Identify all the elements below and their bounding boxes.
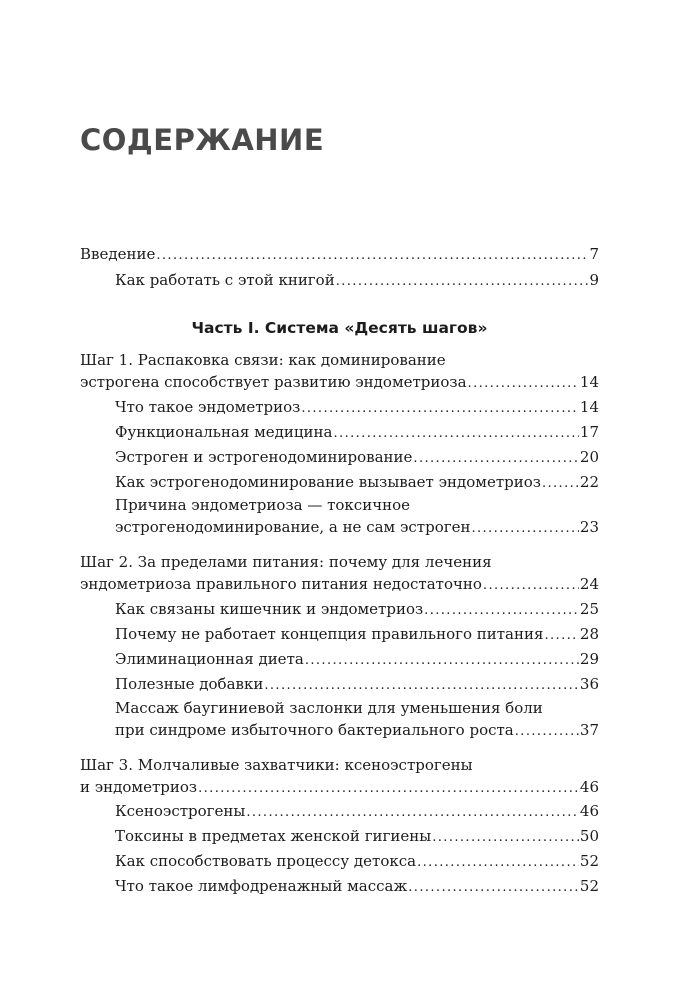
dot-leader — [424, 600, 579, 622]
dot-leader — [301, 398, 579, 420]
toc-entry-page: 28 — [579, 625, 599, 643]
toc-entry-step-2-sub-1[interactable] — [115, 598, 599, 622]
toc-entry-page: 46 — [579, 778, 599, 796]
toc-entry-title-line: Причина эндометриоза — токсичное — [115, 496, 411, 514]
part-heading: Часть I. Система «Десять шагов» — [191, 319, 488, 337]
dot-leader — [515, 721, 579, 743]
dot-leader — [156, 245, 588, 267]
toc-entry-title: Функциональная медицина — [115, 423, 333, 441]
toc-entry-intro[interactable] — [80, 243, 599, 267]
toc-entry-page: 9 — [589, 271, 599, 289]
dot-leader — [413, 448, 579, 470]
toc-entry-step-3-sub-2[interactable] — [115, 825, 599, 849]
toc-entry-title: Что такое эндометриоз — [115, 398, 301, 416]
page-title: СОДЕРЖАНИЕ — [80, 123, 325, 157]
toc-entry-step-2-sub-4[interactable] — [115, 673, 599, 697]
dot-leader — [305, 650, 579, 672]
toc-entry-page: 36 — [579, 675, 599, 693]
dot-leader — [468, 373, 579, 395]
dot-leader — [417, 852, 579, 874]
toc-entry-step-2-sub-3[interactable] — [115, 648, 599, 672]
toc-entry-step-1-sub-5[interactable] — [115, 494, 599, 540]
dot-leader — [542, 473, 579, 495]
toc-entry-step-2-sub-5[interactable] — [115, 697, 599, 743]
toc-entry-page: 7 — [589, 245, 599, 263]
toc-entry-title: Что такое лимфодренажный массаж — [115, 877, 408, 895]
toc-entry-title-line: Массаж баугиниевой заслонки для уменьшения боли — [115, 699, 543, 717]
toc-entry-page: 14 — [579, 398, 599, 416]
toc-entry-step-2[interactable] — [80, 551, 599, 597]
toc-entry-step-3[interactable] — [80, 754, 599, 800]
toc-entry-page: 46 — [579, 802, 599, 820]
toc-entry-title: Эстроген и эстрогенодоминирование — [115, 448, 413, 466]
toc-entry-title: Введение — [80, 245, 156, 263]
toc-entry-title: Почему не работает концепция правильного питания — [115, 625, 544, 643]
dot-leader — [408, 877, 579, 899]
toc-entry-step-1-sub-4[interactable] — [115, 471, 599, 495]
toc-entry-step-2-sub-2[interactable] — [115, 623, 599, 647]
toc-entry-title: Как связаны кишечник и эндометриоз — [115, 600, 424, 618]
toc-entry-page: 17 — [579, 423, 599, 441]
toc-entry-step-3-sub-4[interactable] — [115, 875, 599, 899]
toc-entry-page: 25 — [579, 600, 599, 618]
toc-entry-page: 52 — [579, 877, 599, 895]
dot-leader — [483, 575, 579, 597]
dot-leader — [432, 827, 579, 849]
toc-entry-page: 52 — [579, 852, 599, 870]
dot-leader — [336, 271, 589, 293]
dot-leader — [544, 625, 578, 647]
toc-entry-title: эндометриоза правильного питания недостаточно — [80, 575, 482, 593]
toc-entry-how-to-use[interactable] — [115, 269, 599, 293]
dot-leader — [198, 778, 579, 800]
toc-entry-page: 37 — [579, 721, 599, 739]
dot-leader — [264, 675, 579, 697]
toc-entry-title: Как эстрогенодоминирование вызывает эндометриоз — [115, 473, 541, 491]
toc-entry-step-3-sub-1[interactable] — [115, 800, 599, 824]
toc-entry-title-line: Шаг 3. Молчаливые захватчики: ксеноэстрогены — [80, 756, 473, 774]
toc-entry-title: Токсины в предметах женской гигиены — [115, 827, 432, 845]
toc-entry-title: эстрогенодоминирование, а не сам эстроген — [115, 518, 471, 536]
dot-leader — [334, 423, 579, 445]
toc-entry-step-3-sub-3[interactable] — [115, 850, 599, 874]
toc-entry-page: 14 — [579, 373, 599, 391]
toc-entry-page: 23 — [579, 518, 599, 536]
toc-entry-step-1-sub-3[interactable] — [115, 446, 599, 470]
toc-entry-page: 29 — [579, 650, 599, 668]
toc-entry-title-line: Шаг 1. Распаковка связи: как доминирование — [80, 351, 446, 369]
toc-entry-page: 20 — [579, 448, 599, 466]
toc-entry-title: Полезные добавки — [115, 675, 264, 693]
toc-entry-title: при синдроме избыточного бактериального роста — [115, 721, 514, 739]
toc-entry-title: эстрогена способствует развитию эндометриоза — [80, 373, 467, 391]
toc-entry-step-1-sub-1[interactable] — [115, 396, 599, 420]
dot-leader — [246, 802, 579, 824]
toc-entry-step-1[interactable] — [80, 349, 599, 395]
dot-leader — [471, 518, 578, 540]
toc-entry-title: Как способствовать процессу детокса — [115, 852, 417, 870]
toc-entry-page: 22 — [579, 473, 599, 491]
toc-entry-step-1-sub-2[interactable] — [115, 421, 599, 445]
toc-entry-title: Элиминационная диета — [115, 650, 304, 668]
toc-entry-title: Ксеноэстрогены — [115, 802, 246, 820]
toc-entry-title-line: Шаг 2. За пределами питания: почему для лечения — [80, 553, 492, 571]
toc-entry-page: 50 — [579, 827, 599, 845]
toc-entry-title: Как работать с этой книгой — [115, 271, 335, 289]
toc-entry-page: 24 — [579, 575, 599, 593]
toc-entry-title: и эндометриоз — [80, 778, 198, 796]
